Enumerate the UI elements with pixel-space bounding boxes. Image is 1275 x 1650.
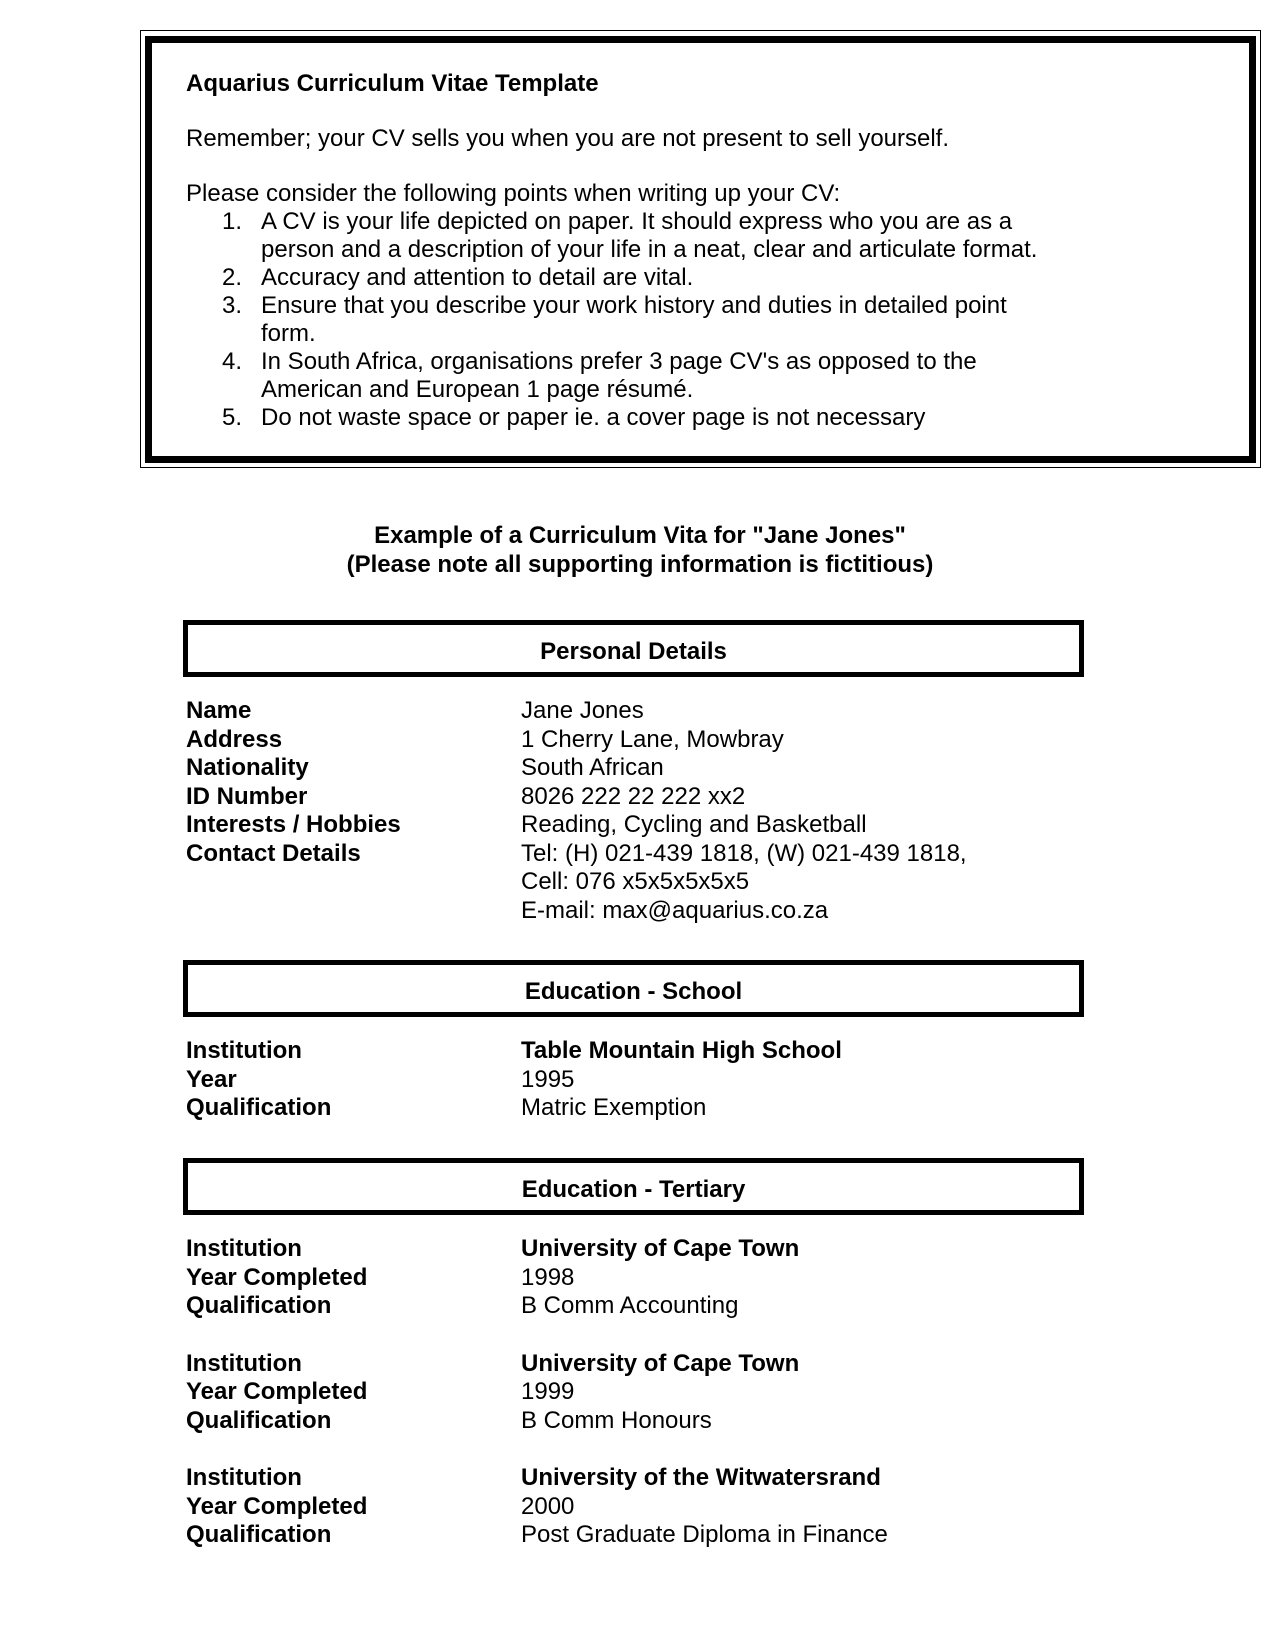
detail-label: Qualification [186,1094,332,1121]
section-title: Education - Tertiary [521,1176,746,1203]
personal-details-list [186,697,1186,925]
detail-row [186,840,1186,869]
detail-label: Qualification [186,1406,332,1434]
list-item-number: 4. [222,348,243,375]
intro-title: Aquarius Curriculum Vitae Template [186,70,599,97]
list-item [186,208,1226,264]
detail-label: Institution [186,1037,302,1064]
detail-label: Nationality [186,754,309,781]
detail-row [186,1037,1186,1066]
list-item-text: American and European 1 page résumé. [261,376,694,403]
detail-value: South African [521,754,664,781]
list-item [186,264,1226,292]
detail-label: Year Completed [186,1378,368,1405]
detail-label: Name [186,697,252,724]
detail-value: B Comm Accounting [521,1292,739,1319]
list-item-text: Do not waste space or paper ie. a cover page is not necessary [261,404,926,431]
list-item-number: 2. [222,264,243,291]
example-heading-note: (Please note all supporting information is fictitious) [346,551,934,578]
detail-row [186,726,1186,755]
detail-row [186,1407,1186,1436]
detail-value: University of the Witwatersrand [521,1464,881,1491]
detail-value: 1998 [521,1263,575,1291]
detail-value: E-mail: max@aquarius.co.za [521,896,829,924]
detail-label: Institution [186,1349,302,1377]
list-item-text: form. [261,320,316,347]
section-title: Personal Details [540,638,727,665]
detail-label: Interests / Hobbies [186,811,401,838]
detail-row [186,783,1186,812]
detail-label: Address [186,725,283,753]
detail-row [186,1493,1186,1522]
detail-value: 2000 [521,1492,575,1520]
list-item-text: person and a description of your life in a neat, clear and articulate format. [261,236,1038,263]
section-title: Education - School [524,978,743,1005]
detail-row [186,1094,1186,1123]
list-item-text: Ensure that you describe your work history and duties in detailed point [261,292,1007,319]
detail-label: Contact Details [186,839,361,867]
detail-label: Qualification [186,1521,332,1548]
detail-row [186,1464,1186,1493]
detail-value: Tel: (H) 021-439 1818, (W) 021-439 1818, [521,839,967,867]
list-item-text: In South Africa, organisations prefer 3 page CV's as opposed to the [261,348,977,375]
detail-row [186,1292,1186,1321]
detail-value: 1999 [521,1378,575,1405]
intro-reminder: Remember; your CV sells you when you are not present to sell yourself. [186,125,950,152]
tertiary-details-list [186,1235,1186,1550]
detail-value: 1 Cherry Lane, Mowbray [521,725,784,753]
intro-box [186,70,1226,432]
detail-row [186,811,1186,840]
detail-row [186,897,1186,926]
detail-label: ID Number [186,782,308,810]
detail-value: University of Cape Town [521,1235,800,1262]
detail-row [186,754,1186,783]
list-item-number: 3. [222,292,243,319]
detail-value: 8026 222 22 222 xx2 [521,782,746,810]
list-item [186,292,1226,348]
detail-label: Year Completed [186,1492,368,1520]
detail-label: Year Completed [186,1263,368,1291]
tertiary-entry [186,1350,1186,1436]
detail-value: Table Mountain High School [521,1037,842,1064]
section-header-education-tertiary [183,1158,1084,1215]
school-details-list [186,1037,1186,1123]
detail-label: Institution [186,1235,302,1262]
detail-label: Institution [186,1464,302,1491]
example-heading-line: Example of a Curriculum Vita for "Jane Jones" [374,522,906,549]
list-item [186,348,1226,404]
detail-value: 1995 [521,1065,575,1093]
intro-points-list [186,208,1226,432]
example-heading [140,521,1140,579]
detail-value: University of Cape Town [521,1349,800,1377]
tertiary-entry [186,1235,1186,1321]
list-item [186,404,1226,432]
detail-label [186,897,521,926]
detail-value: Post Graduate Diploma in Finance [521,1521,888,1548]
detail-label: Year [186,1065,237,1093]
detail-value: Reading, Cycling and Basketball [521,811,867,838]
detail-value: Jane Jones [521,697,644,724]
detail-row [186,1235,1186,1264]
list-item-text: A CV is your life depicted on paper. It should express who you are as a [261,208,1013,235]
list-item-text: Accuracy and attention to detail are vital. [261,264,694,291]
detail-row [186,1350,1186,1379]
detail-row [186,868,1186,897]
detail-row [186,1378,1186,1407]
detail-label [186,868,521,897]
intro-lead: Please consider the following points when writing up your CV: [186,180,841,207]
detail-value: B Comm Honours [521,1406,712,1434]
detail-label: Qualification [186,1292,332,1319]
detail-row [186,697,1186,726]
detail-value: Matric Exemption [521,1094,707,1121]
section-header-personal-details [183,620,1084,677]
detail-row [186,1521,1186,1550]
detail-row [186,1066,1186,1095]
list-item-number: 5. [222,404,243,431]
detail-value: Cell: 076 x5x5x5x5x5 [521,868,750,895]
tertiary-entry [186,1464,1186,1550]
list-item-number: 1. [222,208,243,235]
detail-row [186,1264,1186,1293]
section-header-education-school [183,960,1084,1017]
